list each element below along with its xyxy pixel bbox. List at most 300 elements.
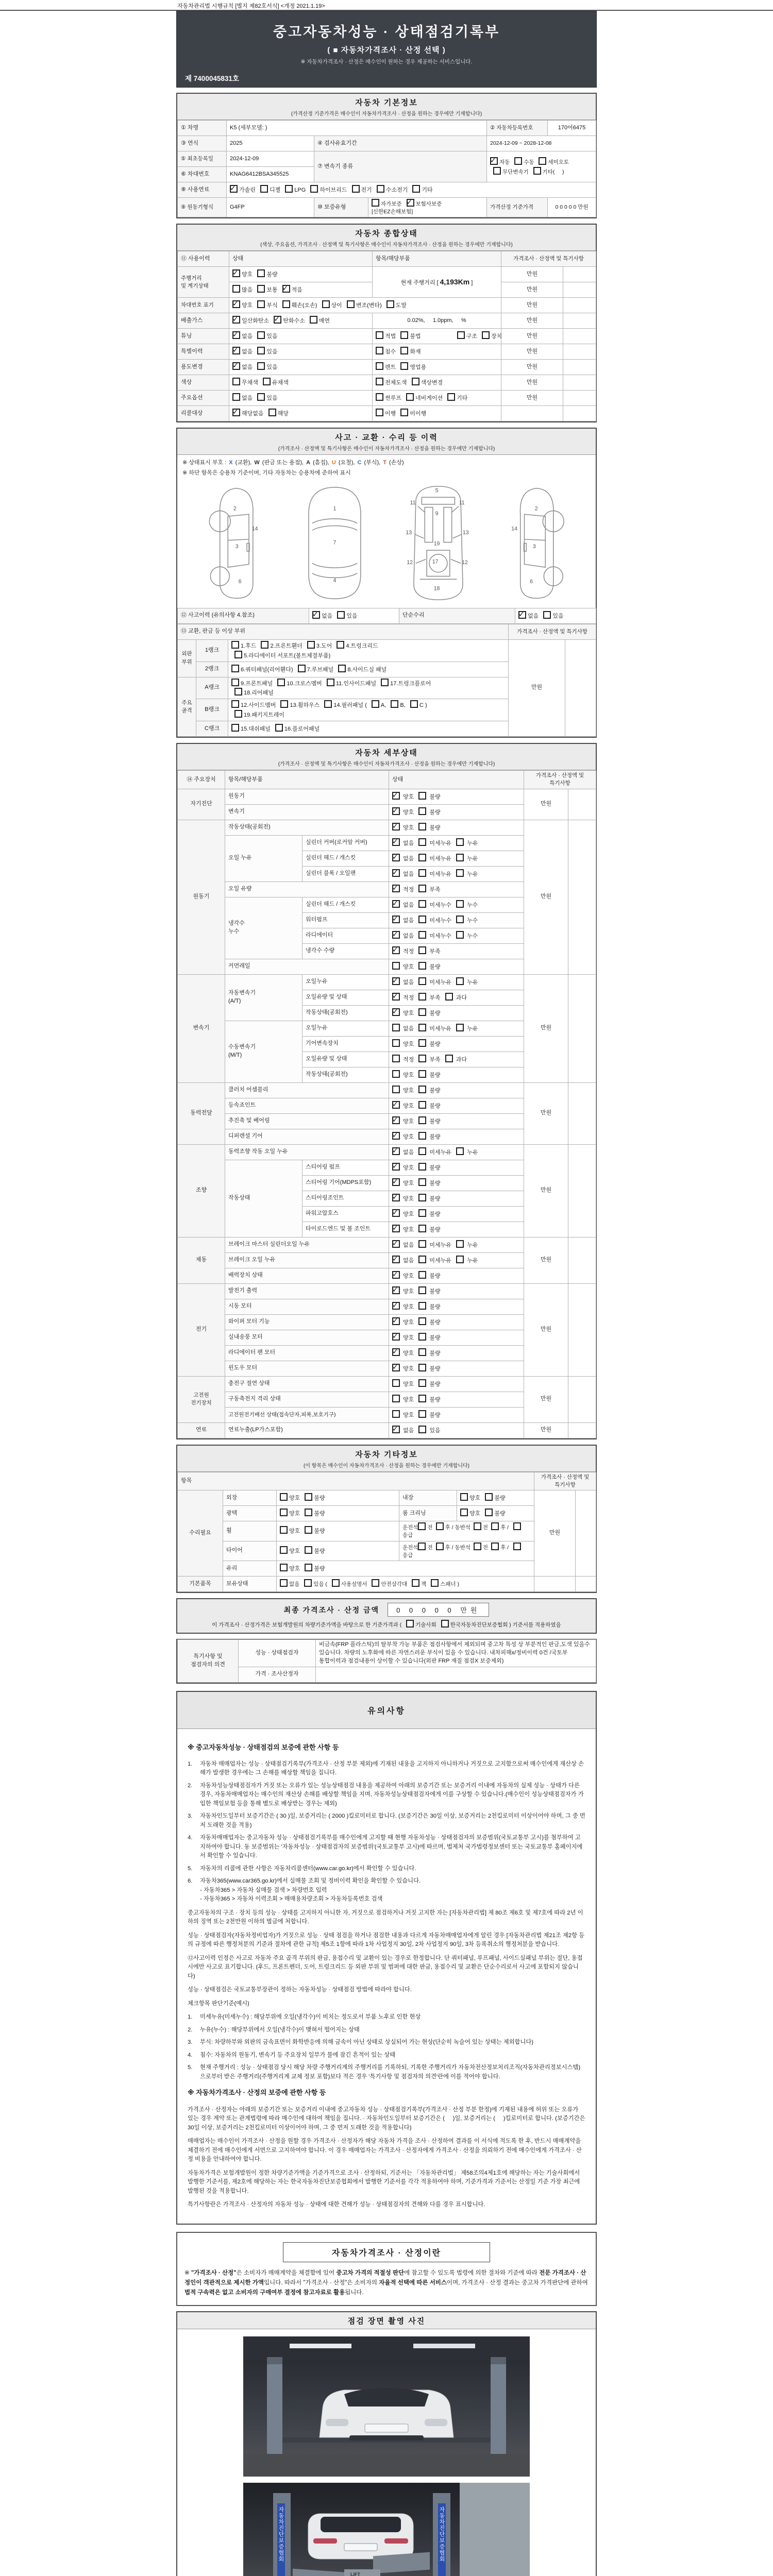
checkbox[interactable] [456,900,464,908]
label-cell [565,639,596,737]
label-cell [568,974,596,1082]
checkbox[interactable] [231,665,239,672]
field-cell: 썬루프 네비게이션 기타 [373,391,501,406]
checkbox[interactable] [456,838,464,846]
checkbox[interactable] [260,185,268,193]
checkbox[interactable] [322,300,330,308]
checkbox[interactable] [280,1526,288,1534]
price-definition-text: ※ "가격조사 · 산정"은 소비자가 매매계약을 체결함에 있어 중고차 가격의 적절성 판단에 참고할 수 있도록 법령에 의한 절차와 기준에 따라 전문 가격조사 · 산정인이 객관적으로 제시한 가액입니다. 따라서 "가격조사 · 산정"은 소비자의 자율적 선택에 따른 서비스이며, 가격조사 · 산정 결과는 중고차 가격판단에 관하여 법적 구속력은 없고 소비자의 구매여부 결정에 참고자료로 활용됩니다. [184,2269,588,2296]
label-cell: 조향 [178,1144,225,1237]
field-cell: 양호 불량 [277,1521,399,1541]
checkbox[interactable] [232,378,240,385]
car-damage-diagrams [177,479,596,608]
checkbox[interactable] [280,1493,288,1501]
checkbox[interactable] [257,393,265,401]
checkbox[interactable] [418,1086,426,1093]
label-cell: 구동축전지 격리 상태 [225,1392,389,1407]
checkbox[interactable] [304,1579,312,1587]
label-cell [568,1376,596,1422]
checkbox[interactable] [406,393,414,401]
field-cell: ✓ 양호 불량 [389,1361,524,1376]
field-cell: ✓ 없음 미세누수 누수 [389,912,524,928]
checkbox[interactable] [372,199,379,207]
checkbox[interactable] [418,1395,426,1402]
field-cell: ✓ 없음 미세누수 누수 [389,928,524,943]
checkbox[interactable] [491,1522,499,1530]
checkbox-checked[interactable] [392,1101,400,1109]
checkbox[interactable] [456,1256,464,1263]
checkbox[interactable] [307,641,315,649]
label-cell [563,360,596,375]
svg-text:자동차진단보증협회: 자동차진단보증협회 [278,2506,284,2562]
checkbox[interactable] [280,1509,288,1516]
section-overall-subtitle: (색상, 주요옵션, 가격조사 · 산정액 및 특기사항은 매수인이 자동차가격조사 · 산정을 원하는 경우에만 기재합니다) [260,242,513,248]
checkbox[interactable] [392,1024,400,1031]
checkbox[interactable] [392,1410,400,1418]
svg-text:6: 6 [529,578,533,585]
checkbox[interactable] [280,1546,288,1554]
checkbox[interactable] [376,362,383,370]
checkbox[interactable] [310,316,317,324]
checkbox[interactable] [445,1055,453,1062]
checkbox[interactable] [456,916,464,923]
section-detail-state [176,743,597,1439]
table-row [178,391,596,406]
label-cell: 시동 모터 [225,1299,389,1314]
checkbox[interactable] [392,1379,400,1387]
checkbox-checked[interactable] [392,1147,400,1155]
checkbox[interactable] [418,1039,426,1047]
checkbox[interactable] [280,1579,288,1587]
notice-item: 중고자동차의 구조 · 장치 등의 성능 · 상태를 고지하지 아니한 자, 거짓으로 점검하거나 거짓 고지한 자는 [자동차관리법] 제 80조 제6호 및 제7호에 따라 2년 이하의 징역 또는 2천만원 이하의 벌금에 처합니다. [188,1909,583,1925]
label-cell: 연료누출(LP가스포함) [225,1422,389,1438]
table-row [178,151,596,167]
checkbox[interactable] [231,641,239,649]
checkbox[interactable] [460,1493,468,1501]
checkbox[interactable] [418,931,426,939]
checkbox[interactable] [418,1333,426,1341]
checkbox[interactable] [418,823,426,831]
checkbox[interactable] [418,838,426,846]
checkbox[interactable] [418,1132,426,1140]
section-inspector-opinion [176,1639,597,1684]
field-cell: ✓ 양호 불량 [389,1345,524,1361]
checkbox-checked[interactable] [232,362,240,370]
label-cell: 1랭크 [196,639,228,662]
checkbox[interactable] [257,269,265,277]
checkbox[interactable] [400,409,408,416]
checkbox-checked[interactable] [392,792,400,800]
checkbox[interactable] [231,679,239,686]
table-row [178,329,596,344]
notice-item: 1. 미세누유(미세누수) : 해당부위에 오일(냉각수)이 비치는 정도로서 부품 노후로 인한 현상 [188,2014,421,2021]
checkbox-checked[interactable] [392,854,400,861]
label-cell: 실린더 블록 / 오일팬 [303,866,389,882]
checkbox[interactable] [418,792,426,800]
checkbox-checked[interactable] [392,823,400,831]
checkbox[interactable] [412,378,419,385]
checkbox[interactable] [418,993,426,1001]
checkbox[interactable] [431,1579,439,1587]
checkbox-checked[interactable] [232,316,240,324]
checkbox-checked[interactable] [232,331,240,339]
label-cell: 만원 [524,1376,568,1422]
checkbox[interactable] [456,1147,464,1155]
checkbox-checked[interactable] [518,611,526,619]
checkbox[interactable] [447,393,455,401]
checkbox[interactable] [257,347,265,354]
overall-state-table [177,251,596,421]
label-cell: 오일유량 및 상태 [303,990,389,1005]
svg-text:11: 11 [410,499,416,506]
section-overall-state [176,224,597,422]
checkbox[interactable] [418,854,426,861]
label-cell: G4FP [227,198,314,217]
checkbox[interactable] [418,1024,426,1031]
checkbox[interactable] [514,157,522,165]
checkbox[interactable] [418,1317,426,1325]
checkbox-checked[interactable] [392,1116,400,1124]
checkbox[interactable] [410,700,418,708]
section-accident-band [177,429,596,455]
checkbox[interactable] [392,1070,400,1078]
checkbox[interactable] [392,1055,400,1062]
checkbox[interactable] [231,724,239,732]
checkbox[interactable] [418,1194,426,1201]
checkbox[interactable] [539,157,546,165]
checkbox[interactable] [418,977,426,985]
checkbox[interactable] [234,651,242,658]
checkbox-checked[interactable] [392,900,400,908]
checkbox[interactable] [418,1178,426,1186]
checkbox[interactable] [418,900,426,908]
label-cell: 만원 [524,789,568,820]
checkbox[interactable] [457,331,465,339]
checkbox[interactable] [391,700,398,708]
label-cell: 실린더 커버(로커암 커버) [303,835,389,851]
checkbox[interactable] [392,1039,400,1047]
checkbox[interactable] [474,1543,481,1550]
checkbox[interactable] [441,1620,449,1628]
checkbox[interactable] [418,1348,426,1356]
document-title: 중고자동차성능 · 상태점검기록부 [273,24,500,40]
field-cell: ✓ 양호 부식 훼손(오손) 상이 변조(변타) 도말 [229,298,501,313]
field-cell: ✓ 없음 있음 [229,329,373,344]
checkbox-checked[interactable] [392,931,400,939]
checkbox-checked[interactable] [392,1163,400,1171]
checkbox[interactable] [305,1526,312,1534]
label-cell: ⑧ 사용연료 [178,182,227,198]
checkbox[interactable] [436,1522,444,1530]
checkbox[interactable] [412,185,420,193]
checkbox[interactable] [418,962,426,970]
notice-item: 체크항목 판단기준(예시) [188,2000,249,2007]
checkbox[interactable] [392,1086,400,1093]
checkbox-checked[interactable] [392,1302,400,1310]
state-symbol-t: T [383,460,386,466]
checkbox[interactable] [372,1579,379,1587]
checkbox[interactable] [400,362,408,370]
label-cell: 수동변속기 (M/T) [225,1021,303,1082]
table-row [178,608,596,623]
checkbox[interactable] [376,378,383,385]
checkbox[interactable] [257,285,265,293]
checkbox-checked[interactable] [490,157,498,165]
checkbox[interactable] [310,185,318,193]
checkbox-checked[interactable] [392,977,400,985]
checkbox[interactable] [418,1364,426,1371]
label-cell: 오일유량 및 상태 [303,1052,389,1067]
checkbox[interactable] [406,1620,414,1628]
checkbox[interactable] [513,1522,521,1530]
checkbox[interactable] [493,167,501,175]
notice-item: 1. 자동차 매매업자는 성능 · 상태점검기록부(가격조사 · 산정 부분 제외)에 기재된 내용을 고지하지 아니하거나 거짓으로 고지함으로써 매수인에게 재산상 손해가 발생한 경우에는 그 손해를 배상할 책임을 집니다. [188,1760,584,1776]
label-cell: 스티어링 펌프 [303,1160,389,1175]
label-cell: ③ 연식 [178,136,227,151]
checkbox[interactable] [418,1286,426,1294]
checkbox[interactable] [372,700,379,708]
checkbox-checked[interactable] [392,1132,400,1140]
label-cell [568,1144,596,1237]
checkbox[interactable] [418,1055,426,1062]
checkbox-checked[interactable] [392,807,400,815]
checkbox-checked[interactable] [392,1333,400,1341]
checkbox-checked[interactable] [392,1209,400,1217]
label-cell: 항목/해당부품 [225,771,389,789]
field-cell: 없음 미세누유 누유 [389,1021,524,1036]
checkbox[interactable] [400,331,408,339]
checkbox[interactable] [418,1147,426,1155]
checkbox[interactable] [277,679,285,686]
checkbox[interactable] [418,1209,426,1217]
checkbox[interactable] [485,1493,493,1501]
checkbox[interactable] [445,993,453,1001]
checkbox[interactable] [418,1116,426,1124]
notice-item: ※ 자동차가격조사 · 산정의 보증에 관한 사항 등 [188,2089,326,2097]
checkbox[interactable] [418,1522,426,1530]
checkbox[interactable] [376,347,383,354]
checkbox-checked[interactable] [232,300,240,308]
checkbox[interactable] [280,1564,288,1571]
checkbox[interactable] [305,1493,312,1501]
label-cell: 만원 [501,313,563,329]
checkbox[interactable] [513,1543,521,1550]
checkbox-checked[interactable] [407,199,414,207]
checkbox[interactable] [376,409,383,416]
checkbox[interactable] [337,611,345,619]
checkbox[interactable] [352,185,360,193]
checkbox[interactable] [232,393,240,401]
label-cell [563,329,596,344]
checkbox-checked[interactable] [232,347,240,354]
checkbox[interactable] [327,679,334,686]
checkbox[interactable] [376,331,383,339]
label-cell: 주요 골격 [178,677,196,737]
label-cell: ④ 검사유효기간 [314,136,487,151]
checkbox[interactable] [232,285,240,293]
checkbox[interactable] [392,1395,400,1402]
checkbox[interactable] [474,1522,481,1530]
checkbox[interactable] [268,409,276,416]
checkbox-checked[interactable] [232,409,240,416]
checkbox-checked[interactable] [274,316,281,324]
checkbox[interactable] [377,185,384,193]
label-cell: 라디에이터 팬 모터 [225,1345,389,1361]
checkbox[interactable] [533,167,541,175]
state-symbol-u: U [331,460,336,466]
label-cell [576,1577,596,1592]
checkbox[interactable] [400,347,408,354]
notice-item: 성능 · 상태점검은 국토교통부장관이 정하는 자동차성능 · 상태점검 방법에 따라야 합니다. [188,1987,412,1993]
checkbox-checked[interactable] [392,1178,400,1186]
section-basic-title: 자동차 기본정보 [355,98,418,107]
label-cell [563,406,596,421]
checkbox-checked[interactable] [230,185,238,193]
checkbox[interactable] [456,977,464,985]
checkbox[interactable] [275,724,283,732]
notice-body [177,1729,596,2224]
checkbox[interactable] [418,1240,426,1248]
checkbox[interactable] [257,300,265,308]
checkbox[interactable] [418,807,426,815]
checkbox[interactable] [418,1302,426,1310]
checkbox[interactable] [418,1271,426,1279]
table-row [178,639,596,662]
checkbox[interactable] [347,300,355,308]
checkbox[interactable] [338,665,346,672]
checkbox[interactable] [418,1410,426,1418]
checkbox-checked[interactable] [392,1008,400,1016]
checkbox-checked[interactable] [392,1426,400,1433]
checkbox[interactable] [456,1240,464,1248]
final-price-note: 이 가격조사 · 산정가격은 보험개발원의 차량기준가액을 바탕으로 한 기준가격과 ( 기술사회 한국자동차진단보증협회 ) 기준서를 적용하였음 [182,1620,591,1629]
field-cell: ✓ 일산화탄소 ✓탄화수소 매연 [229,313,373,329]
checkbox-checked[interactable] [392,1286,400,1294]
checkbox[interactable] [491,1543,499,1550]
label-cell [568,1237,596,1283]
field-cell: 무채색 유채색 [229,375,373,391]
checkbox[interactable] [436,1543,444,1550]
checkbox[interactable] [257,331,265,339]
checkbox[interactable] [386,300,394,308]
checkbox[interactable] [332,1579,340,1587]
checkbox[interactable] [460,1509,468,1516]
section-accident-subtitle: (가격조사 · 산정액 및 특기사항은 매수인이 자동차가격조사 · 산정을 원하는 경우에만 기재합니다) [278,446,495,452]
checkbox[interactable] [485,1509,493,1516]
checkbox[interactable] [418,885,426,892]
checkbox[interactable] [418,916,426,923]
checkbox[interactable] [482,331,490,339]
checkbox[interactable] [376,393,383,401]
label-cell: 고전원 전기장치 [178,1376,225,1422]
checkbox-checked[interactable] [392,1271,400,1279]
svg-text:14: 14 [251,525,258,532]
notice-item: 4. 침수: 자동차의 원동기, 변속기 등 주요장치 일부가 물에 잠긴 흔적이 있는 상태 [188,2052,396,2058]
label-cell: 항목 [178,1472,534,1490]
checkbox[interactable] [418,869,426,877]
label-cell: 외장 [223,1490,277,1506]
checkbox[interactable] [456,1024,464,1031]
checkbox[interactable] [234,710,242,718]
checkbox[interactable] [418,1008,426,1016]
checkbox[interactable] [305,1546,312,1554]
checkbox-checked[interactable] [392,946,400,954]
checkbox[interactable] [263,378,271,385]
checkbox[interactable] [282,300,290,308]
checkbox[interactable] [337,641,344,649]
checkbox-checked[interactable] [392,993,400,1001]
checkbox[interactable] [381,679,389,686]
checkbox[interactable] [305,1564,312,1571]
checkbox[interactable] [305,1509,312,1516]
checkbox-checked[interactable] [392,1240,400,1248]
checkbox[interactable] [418,1379,426,1387]
checkbox-checked[interactable] [392,916,400,923]
checkbox[interactable] [298,665,306,672]
label-cell: 리콜대상 [178,406,229,421]
checkbox-checked[interactable] [392,1348,400,1356]
checkbox[interactable] [280,700,288,708]
checkbox-checked[interactable] [392,885,400,892]
checkbox[interactable] [261,641,268,649]
checkbox[interactable] [543,611,551,619]
checkbox[interactable] [418,1256,426,1263]
checkbox[interactable] [418,1163,426,1171]
checkbox-checked[interactable] [232,269,240,277]
checkbox[interactable] [418,946,426,954]
checkbox[interactable] [456,854,464,861]
checkbox[interactable] [257,362,265,370]
checkbox[interactable] [234,688,242,696]
checkbox[interactable] [418,1225,426,1232]
field-cell: ✓ 적정 부족 과다 [389,990,524,1005]
checkbox-checked[interactable] [392,1317,400,1325]
checkbox[interactable] [418,1543,426,1550]
checkbox[interactable] [285,185,293,193]
checkbox-checked[interactable] [392,869,400,877]
checkbox[interactable] [456,931,464,939]
state-symbol-a: A [306,460,311,466]
photos-area [177,2329,596,2576]
checkbox-checked[interactable] [392,1225,400,1232]
checkbox[interactable] [412,1579,419,1587]
checkbox-checked[interactable] [312,611,320,619]
field-cell: ✓ 없음 미세누유 누유 [389,1144,524,1160]
table-row [178,771,596,789]
checkbox[interactable] [231,700,239,708]
checkbox-checked[interactable] [392,1256,400,1263]
label-cell: 만원 [524,1237,568,1283]
checkbox[interactable] [324,700,332,708]
notice-item: 6. 자동차365(www.car365.go.kr)에서 실매물 조회 및 정비이력 확인을 확인할 수 있습니다. - 자동차365 > 자동차 실매물 검색 > 차량번호 입력 - 자동차365 > 자동차 이력조회 > 매매용차량조회 > 자동차등록번호 검색 [188,1878,421,1903]
checkbox-checked[interactable] [282,285,290,293]
table-row [178,1506,596,1521]
checkbox[interactable] [392,962,400,970]
notice-item: 특기사항란은 가격조사 · 산정자의 자동차 성능 · 상태에 대한 견해가 성능 · 상태점검자의 견해와 다를 경우 표시합니다. [188,2201,485,2208]
notice-item: 매매업자는 매수인이 가격조사 · 산정을 원할 경우 가격조사 · 산정자가 해당 자동차 가격을 조사 · 산정하여 결과를 이 서식에 적도록 한 후, 반드시 매매계약을 체결하기 전에 매수인에게 서면으로 고지하여야 합니다. 이 경우 매매업자는 가격조사 · 산정자에게 가격조사 · 산정을 의뢰하기 전에 매수인에게 가격조사 · 산정 비용을 안내하여야 합니다. [188,2138,582,2163]
table-row [178,251,596,267]
checkbox-checked[interactable] [392,1364,400,1371]
checkbox-checked[interactable] [392,838,400,846]
state-symbol-x: X [229,460,233,466]
checkbox[interactable] [418,1101,426,1109]
checkbox-checked[interactable] [392,1194,400,1201]
label-cell: 실내송풍 모터 [225,1330,389,1345]
checkbox[interactable] [418,1070,426,1078]
checkbox[interactable] [456,869,464,877]
field-cell: ✓ 없음 있음 [389,1422,524,1438]
checkbox[interactable] [418,1426,426,1433]
